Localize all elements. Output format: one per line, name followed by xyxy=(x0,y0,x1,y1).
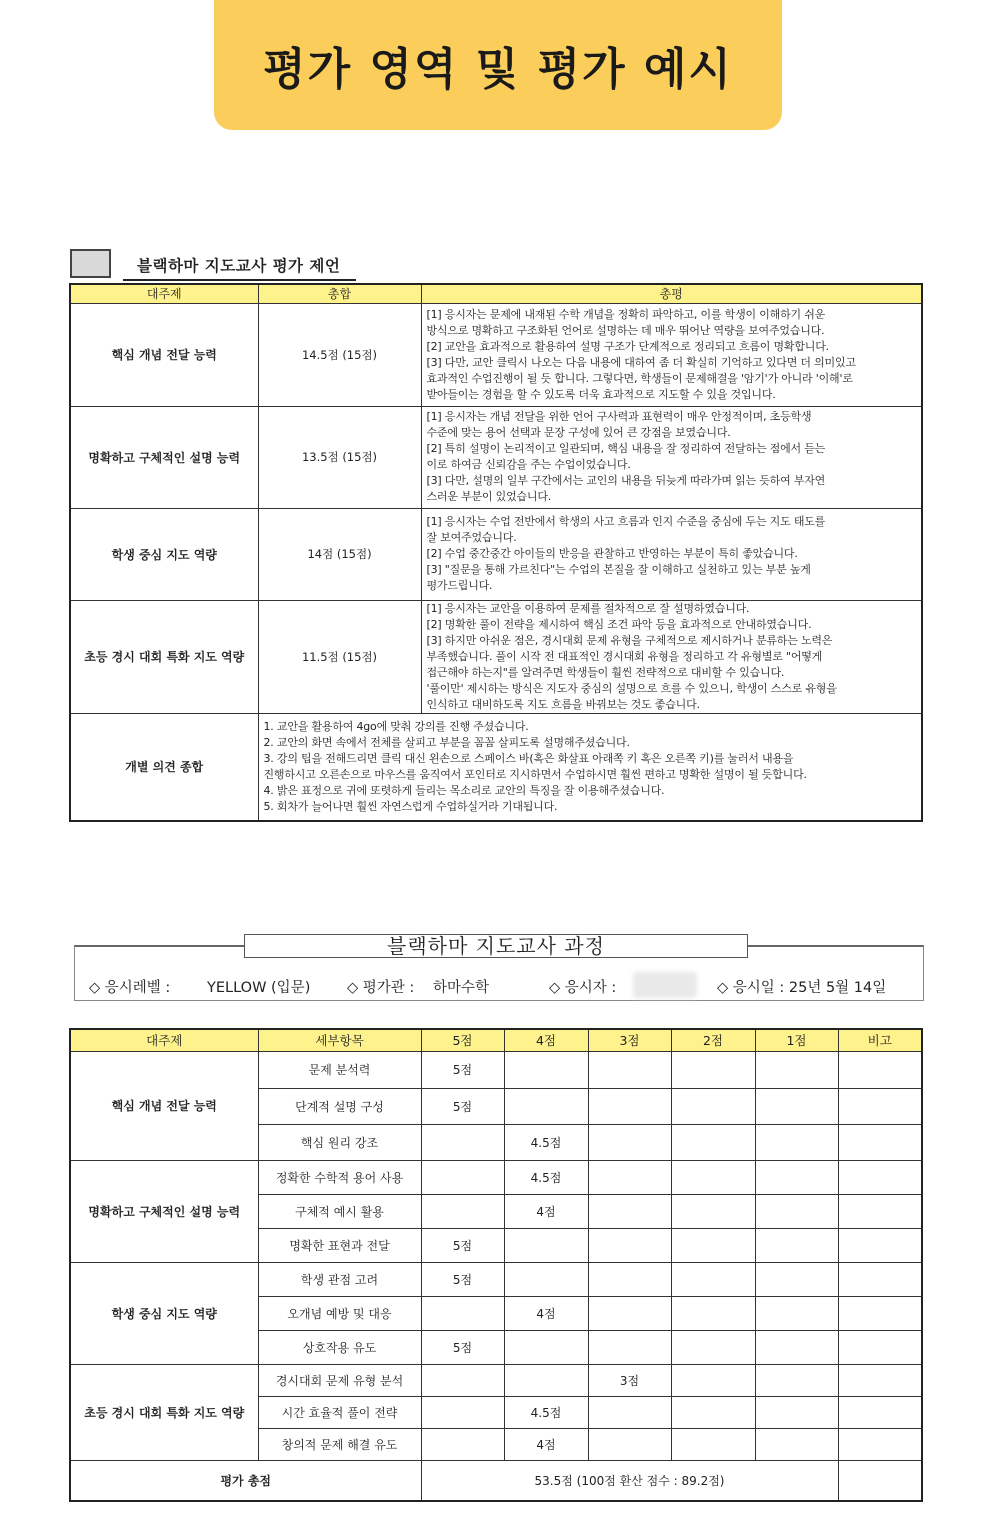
comment-line: '풀이만' 제시하는 방식은 지도자 중심의 설명으로 흐를 수 있으니, 학생이 스스로 유형을 xyxy=(426,681,837,695)
note-cell xyxy=(838,1088,922,1124)
score-4pt-cell: 4.5점 xyxy=(504,1396,588,1428)
total-label: 평가 총점 xyxy=(70,1460,421,1501)
score-cell: 11.5점 (15점) xyxy=(258,600,421,713)
table-row xyxy=(70,1364,922,1396)
score-5pt-cell: 5점 xyxy=(421,1330,504,1364)
comment-cell xyxy=(421,600,922,713)
header-3pt: 3점 xyxy=(588,1029,671,1051)
comment-line: 진행하시고 오른손으로 마우스를 움직여서 포인터로 지시하면서 수업하시면 훨씬 편하고 명확한 설명이 될 듯합니다. xyxy=(263,767,807,781)
score-cell: 14.5점 (15점) xyxy=(258,303,421,406)
score-1pt-cell xyxy=(755,1124,838,1160)
score-5pt-cell xyxy=(421,1296,504,1330)
table-header-row xyxy=(70,284,922,303)
comment-line: [2] 특히 설명이 논리적이고 일관되며, 핵심 내용을 잘 정리하여 전달하는 점에서 듣는 xyxy=(426,442,826,455)
score-table-body xyxy=(70,1051,922,1501)
score-1pt-cell xyxy=(755,1160,838,1194)
score-2pt-cell xyxy=(671,1364,755,1396)
score-2pt-cell xyxy=(671,1228,755,1262)
table-row xyxy=(70,1051,922,1088)
score-5pt-cell xyxy=(421,1124,504,1160)
comment-line: [1] 응시자는 교안을 이용하여 문제를 절차적으로 잘 설명하였습니다. xyxy=(426,601,750,615)
comment-line: [2] 명확한 풀이 전략을 제시하여 핵심 조건 파악 등을 효과적으로 안내하였습니다. xyxy=(426,617,812,631)
header-2pt: 2점 xyxy=(671,1029,755,1051)
sub-item-cell: 경시대회 문제 유형 분석 xyxy=(258,1364,421,1396)
table-row xyxy=(70,406,922,508)
score-4pt-cell xyxy=(504,1262,588,1296)
header-review: 총평 xyxy=(421,284,922,303)
score-cell: 13.5점 (15점) xyxy=(258,406,421,508)
score-5pt-cell xyxy=(421,1396,504,1428)
score-4pt-cell xyxy=(504,1051,588,1088)
score-3pt-cell xyxy=(588,1160,671,1194)
score-2pt-cell xyxy=(671,1330,755,1364)
score-3pt-cell xyxy=(588,1228,671,1262)
score-4pt-cell: 4점 xyxy=(504,1428,588,1460)
score-2pt-cell xyxy=(671,1428,755,1460)
topic-cell: 명확하고 구체적인 설명 능력 xyxy=(70,406,258,508)
comment-line: [3] "질문을 통해 가르친다"는 수업의 본질을 잘 이해하고 실천하고 있는 부분 높게 xyxy=(426,563,811,576)
score-3pt-cell: 3점 xyxy=(588,1364,671,1396)
score-4pt-cell xyxy=(504,1330,588,1364)
score-2pt-cell xyxy=(671,1160,755,1194)
header-1pt: 1점 xyxy=(755,1029,838,1051)
comment-line: [2] 교안을 효과적으로 활용하여 설명 구조가 단계적으로 정리되고 흐름이 명확합니다. xyxy=(426,339,829,353)
header-total: 총합 xyxy=(258,284,421,303)
header-topic: 대주제 xyxy=(70,1029,258,1051)
score-2pt-cell xyxy=(671,1124,755,1160)
header-topic: 대주제 xyxy=(70,284,258,303)
note-cell xyxy=(838,1262,922,1296)
header-5pt: 5점 xyxy=(421,1029,504,1051)
sub-item-cell: 정확한 수학적 용어 사용 xyxy=(258,1160,421,1194)
evaluator-value: 하마수학 xyxy=(433,980,490,996)
exam-date: ◇ 응시일 : 25년 5월 14일 xyxy=(717,980,887,996)
section1-title: 블랙하마 지도교사 평가 제언 xyxy=(123,254,356,281)
score-1pt-cell xyxy=(755,1428,838,1460)
score-2pt-cell xyxy=(671,1396,755,1428)
comment-line: 평가드립니다. xyxy=(426,579,493,592)
comment-line: [3] 다만, 교안 클릭시 나오는 다음 내용에 대하여 좀 더 확실히 기억하고 있다면 더 의미있고 xyxy=(426,355,856,369)
note-cell xyxy=(838,1228,922,1262)
score-4pt-cell: 4점 xyxy=(504,1194,588,1228)
topic-cell: 핵심 개념 전달 능력 xyxy=(70,1051,258,1160)
comment-line: 효과적인 수업진행이 될 듯 합니다. 그렇다면, 학생들이 문제해결을 '암기'가 아니라 '이해'로 xyxy=(426,371,853,385)
comment-line: [2] 수업 중간중간 아이들의 반응을 관찰하고 반영하는 부분이 특히 좋았습니다. xyxy=(426,547,798,560)
comment-line: 이로 하여금 신뢰감을 주는 수업이었습니다. xyxy=(426,458,631,471)
comment-line: 수준에 맞는 용어 선택과 문장 구성에 있어 큰 강점을 보였습니다. xyxy=(426,426,731,439)
comment-line: [1] 응시자는 문제에 내재된 수학 개념을 정확히 파악하고, 이를 학생이 이해하기 쉬운 xyxy=(426,307,826,321)
topic-cell: 학생 중심 지도 역량 xyxy=(70,508,258,600)
header-4pt: 4점 xyxy=(504,1029,588,1051)
table-row xyxy=(70,303,922,406)
comment-line: [3] 다만, 설명의 일부 구간에서는 교인의 내용을 뒤늦게 따라가며 읽는 듯하여 부자연 xyxy=(426,474,826,487)
total-row xyxy=(70,1460,922,1501)
score-5pt-cell: 5점 xyxy=(421,1088,504,1124)
level-value: YELLOW (입문) xyxy=(207,980,311,996)
score-5pt-cell: 5점 xyxy=(421,1262,504,1296)
score-3pt-cell xyxy=(588,1088,671,1124)
topic-cell: 초등 경시 대회 특화 지도 역량 xyxy=(70,1364,258,1460)
sub-item-cell: 구체적 예시 활용 xyxy=(258,1194,421,1228)
score-4pt-cell xyxy=(504,1088,588,1124)
candidate-name-redacted xyxy=(633,972,697,998)
topic-cell: 개별 의견 종합 xyxy=(70,713,258,821)
table-row xyxy=(70,600,922,713)
comment-line: 접근해야 하는지"를 알려주면 학생들이 훨씬 전략적으로 대비할 수 있습니다. xyxy=(426,665,785,679)
comment-line: 3. 강의 팁을 전해드리면 클릭 대신 왼손으로 스페이스 바(혹은 화살표 아래쪽 키 혹은 오른쪽 키)를 눌러서 내용을 xyxy=(263,751,794,765)
sub-item-cell: 문제 분석력 xyxy=(258,1051,421,1088)
score-4pt-cell: 4점 xyxy=(504,1296,588,1330)
score-2pt-cell xyxy=(671,1051,755,1088)
topic-cell: 핵심 개념 전달 능력 xyxy=(70,303,258,406)
sub-item-cell: 명확한 표현과 전달 xyxy=(258,1228,421,1262)
sub-item-cell: 오개념 예방 및 대응 xyxy=(258,1296,421,1330)
comment-line: 방식으로 명확하고 구조화된 언어로 설명하는 데 매우 뛰어난 역량을 보여주었습니다. xyxy=(426,323,825,337)
total-value: 53.5점 (100점 환산 점수 : 89.2점) xyxy=(421,1460,838,1501)
score-table xyxy=(69,1028,923,1502)
comment-cell xyxy=(421,303,922,406)
score-1pt-cell xyxy=(755,1088,838,1124)
section1-marker-box xyxy=(70,249,111,278)
score-1pt-cell xyxy=(755,1194,838,1228)
score-5pt-cell xyxy=(421,1194,504,1228)
topic-cell: 명확하고 구체적인 설명 능력 xyxy=(70,1160,258,1262)
score-3pt-cell xyxy=(588,1262,671,1296)
sub-item-cell: 단계적 설명 구성 xyxy=(258,1088,421,1124)
note-cell xyxy=(838,1124,922,1160)
score-cell: 14점 (15점) xyxy=(258,508,421,600)
comment-line: 부족했습니다. 풀이 시작 전 대표적인 경시대회 유형을 정리하고 각 유형별로 "어떻게 xyxy=(426,649,823,663)
score-1pt-cell xyxy=(755,1330,838,1364)
score-3pt-cell xyxy=(588,1330,671,1364)
score-2pt-cell xyxy=(671,1194,755,1228)
note-cell xyxy=(838,1051,922,1088)
header-note: 비고 xyxy=(838,1029,922,1051)
note-cell xyxy=(838,1428,922,1460)
comment-cell xyxy=(421,406,922,508)
score-3pt-cell xyxy=(588,1428,671,1460)
score-2pt-cell xyxy=(671,1088,755,1124)
score-1pt-cell xyxy=(755,1051,838,1088)
score-4pt-cell: 4.5점 xyxy=(504,1124,588,1160)
score-5pt-cell xyxy=(421,1160,504,1194)
score-1pt-cell xyxy=(755,1262,838,1296)
score-4pt-cell xyxy=(504,1364,588,1396)
comment-line: 받아들이는 경험을 할 수 있도록 더욱 효과적으로 지도할 수 있을 것입니다. xyxy=(426,387,776,401)
score-1pt-cell xyxy=(755,1296,838,1330)
comment-line: 5. 회차가 늘어나면 훨씬 자연스럽게 수업하실거라 기대됩니다. xyxy=(263,799,558,813)
score-5pt-cell: 5점 xyxy=(421,1228,504,1262)
score-1pt-cell xyxy=(755,1228,838,1262)
score-3pt-cell xyxy=(588,1194,671,1228)
score-3pt-cell xyxy=(588,1124,671,1160)
comment-line: 인식하고 대비하도록 지도 흐름을 바꿔보는 것도 좋습니다. xyxy=(426,697,700,711)
note-cell xyxy=(838,1160,922,1194)
evaluator-label: ◇ 평가관 : xyxy=(347,980,415,996)
sub-item-cell: 시간 효율적 풀이 전략 xyxy=(258,1396,421,1428)
score-3pt-cell xyxy=(588,1296,671,1330)
score-2pt-cell xyxy=(671,1262,755,1296)
overall-comment-cell xyxy=(258,713,922,821)
page-title-banner: 평가 영역 및 평가 예시 xyxy=(214,0,782,130)
section1-header xyxy=(70,249,470,279)
candidate-label: ◇ 응시자 : xyxy=(549,980,617,996)
sub-item-cell: 핵심 원리 강조 xyxy=(258,1124,421,1160)
note-cell xyxy=(838,1296,922,1330)
score-5pt-cell: 5점 xyxy=(421,1051,504,1088)
header-sub-item: 세부항목 xyxy=(258,1029,421,1051)
table-row xyxy=(70,1262,922,1296)
comment-line: 1. 교안을 활용하여 4go에 맞춰 강의를 진행 주셨습니다. xyxy=(263,719,529,733)
course-title: 블랙하마 지도교사 과정 xyxy=(244,934,748,958)
comment-line: 4. 밝은 표정으로 귀에 또렷하게 들리는 목소리로 교안의 특징을 잘 이용해주셨습니다. xyxy=(263,783,665,797)
score-3pt-cell xyxy=(588,1051,671,1088)
topic-cell: 학생 중심 지도 역량 xyxy=(70,1262,258,1364)
evaluation-comment-table xyxy=(69,283,923,822)
score-4pt-cell xyxy=(504,1228,588,1262)
topic-cell: 초등 경시 대회 특화 지도 역량 xyxy=(70,600,258,713)
score-1pt-cell xyxy=(755,1396,838,1428)
level-label: ◇ 응시레벨 : xyxy=(89,980,171,996)
comment-line: [3] 하지만 아쉬운 점은, 경시대회 문제 유형을 구체적으로 제시하거나 분류하는 노력은 xyxy=(426,633,833,647)
note-cell xyxy=(838,1194,922,1228)
table-row xyxy=(70,1160,922,1194)
score-4pt-cell: 4.5점 xyxy=(504,1160,588,1194)
comment-line: 잘 보여주었습니다. xyxy=(426,531,517,544)
sub-item-cell: 창의적 문제 해결 유도 xyxy=(258,1428,421,1460)
note-cell xyxy=(838,1364,922,1396)
comment-line: [1] 응시자는 수업 전반에서 학생의 사고 흐름과 인지 수준을 중심에 두는 지도 태도를 xyxy=(426,515,826,528)
sub-item-cell: 상호작용 유도 xyxy=(258,1330,421,1364)
score-2pt-cell xyxy=(671,1296,755,1330)
table-row xyxy=(70,508,922,600)
comment-line: 2. 교안의 화면 속에서 전체를 살피고 부분을 꼼꼼 살피도록 설명해주셨습니다. xyxy=(263,735,630,749)
note-cell xyxy=(838,1396,922,1428)
score-3pt-cell xyxy=(588,1396,671,1428)
note-cell xyxy=(838,1330,922,1364)
note-cell xyxy=(838,1460,922,1501)
score-5pt-cell xyxy=(421,1428,504,1460)
score-1pt-cell xyxy=(755,1364,838,1396)
sub-item-cell: 학생 관점 고려 xyxy=(258,1262,421,1296)
table-row-overall xyxy=(70,713,922,821)
comment-line: 스러운 부분이 있었습니다. xyxy=(426,490,552,503)
score-header-row xyxy=(70,1029,922,1051)
comment-cell xyxy=(421,508,922,600)
comment-line: [1] 응시자는 개념 전달을 위한 언어 구사력과 표현력이 매우 안정적이며, 초등학생 xyxy=(426,410,812,423)
score-5pt-cell xyxy=(421,1364,504,1396)
